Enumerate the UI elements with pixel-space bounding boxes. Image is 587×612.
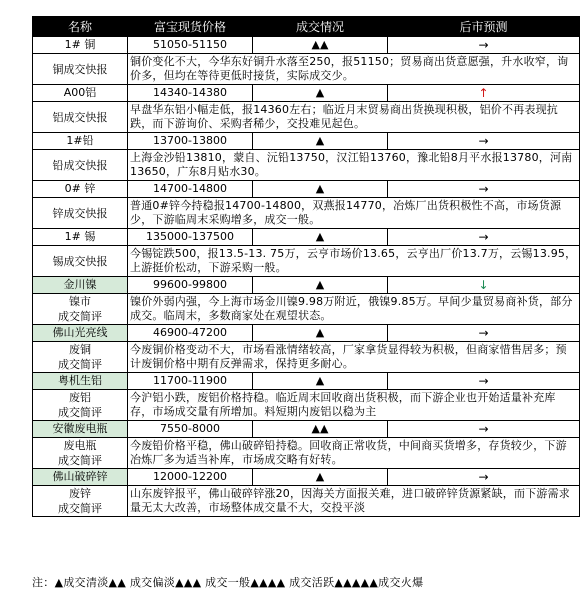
report-row	[33, 294, 580, 325]
metal-name: 安徽废电瓶	[33, 421, 128, 438]
deal-triangles: ▲	[253, 181, 388, 198]
report-row	[33, 198, 580, 229]
deal-triangles: ▲	[253, 277, 388, 294]
deal-triangles: ▲	[253, 229, 388, 246]
trend-arrow-icon: →	[388, 181, 580, 198]
report-row	[33, 246, 580, 277]
report-name: 废铜 成交简评	[33, 342, 128, 373]
trend-arrow-icon: ↑	[388, 85, 580, 102]
price-range: 14340-14380	[128, 85, 253, 102]
price-row	[33, 277, 580, 294]
price-range: 46900-47200	[128, 325, 253, 342]
price-row	[33, 421, 580, 438]
deal-triangles: ▲	[253, 373, 388, 390]
metal-name: 1# 锡	[33, 229, 128, 246]
trend-arrow-icon: →	[388, 421, 580, 438]
price-row	[33, 229, 580, 246]
price-range: 13700-13800	[128, 133, 253, 150]
price-table	[32, 16, 580, 517]
report-name: 废电瓶 成交简评	[33, 438, 128, 469]
metal-name: 粤机生铝	[33, 373, 128, 390]
report-text: 今废铅价格平稳，佛山破碎铅持稳。回收商正常收货，中间商买货增多，存货较少，下游冶炼厂多为适当补库，市场成交略有好转。	[128, 438, 580, 469]
price-row	[33, 133, 580, 150]
report-text: 山东废锌报平，佛山破碎锌涨20，因海关方面报关难，进口破碎锌货源紧缺，而下游需求量无太大改善，市场整体成交量不大，交投平淡	[128, 486, 580, 517]
report-row	[33, 150, 580, 181]
report-text: 普通0#锌今持稳报14700-14800，双燕报14770，冶炼厂出货积极性不高，市场货源少，下游临周末采购增多，成交一般。	[128, 198, 580, 229]
price-row	[33, 181, 580, 198]
report-text: 铜价变化不大，今华东好铜升水落至250，报51150；贸易商出货意愿强，升水收窄，询价多，但均在等待更低时接货，实际成交少。	[128, 54, 580, 85]
report-text: 上海金沙铅13810，蒙自、沅铅13750，汉江铅13760，豫北铅8月平水报13780，河南13650，广东8月贴水30。	[128, 150, 580, 181]
report-text: 镍价外弱内强，今上海市场金川镍9.98万附近，俄镍9.85万。早间少量贸易商补货，部分成交。临周末，多数商家处在观望状态。	[128, 294, 580, 325]
report-name: 铅成交快报	[33, 150, 128, 181]
report-name: 镍市 成交简评	[33, 294, 128, 325]
report-name: 铜成交快报	[33, 54, 128, 85]
report-row	[33, 390, 580, 421]
price-range: 7550-8000	[128, 421, 253, 438]
price-range: 14700-14800	[128, 181, 253, 198]
header-price: 富宝现货价格	[128, 17, 253, 37]
report-row	[33, 486, 580, 517]
report-name: 铝成交快报	[33, 102, 128, 133]
price-range: 99600-99800	[128, 277, 253, 294]
header-forecast: 后市预测	[388, 17, 580, 37]
metal-name: 佛山光亮线	[33, 325, 128, 342]
trend-arrow-icon: ↓	[388, 277, 580, 294]
deal-triangles: ▲▲	[253, 421, 388, 438]
metal-name: 1# 铜	[33, 37, 128, 54]
report-text: 今废铜价格变动不大，市场看涨情绪较高，厂家拿货显得较为积极，但商家惜售居多；预计废铜价格中期有反弹需求，保持更多耐心。	[128, 342, 580, 373]
trend-arrow-icon: →	[388, 373, 580, 390]
price-row	[33, 85, 580, 102]
trend-arrow-icon: →	[388, 37, 580, 54]
price-range: 12000-12200	[128, 469, 253, 486]
price-row	[33, 325, 580, 342]
legend-note: 注：▲成交清淡▲▲ 成交偏淡▲▲▲ 成交一般▲▲▲▲ 成交活跃▲▲▲▲▲成交火爆	[32, 576, 424, 589]
price-row	[33, 37, 580, 54]
report-text: 今沪铝小跌，废铝价格持稳。临近周末回收商出货积极，而下游企业也开始适量补充库存，市场成交量有所增加。料短期内废铝以稳为主	[128, 390, 580, 421]
report-name: 锡成交快报	[33, 246, 128, 277]
report-row	[33, 342, 580, 373]
trend-arrow-icon: →	[388, 133, 580, 150]
metal-name: 佛山破碎锌	[33, 469, 128, 486]
report-text: 今锡锭跌500，报13.5-13. 75万，云亨市场价13.65，云亨出厂价13.7万，云锡13.95，上游挺价松动，下游采购一般。	[128, 246, 580, 277]
trend-arrow-icon: →	[388, 469, 580, 486]
price-range: 51050-51150	[128, 37, 253, 54]
price-range: 11700-11900	[128, 373, 253, 390]
report-row	[33, 438, 580, 469]
metal-name: 金川镍	[33, 277, 128, 294]
trend-arrow-icon: →	[388, 229, 580, 246]
metal-name: A00铝	[33, 85, 128, 102]
trend-arrow-icon: →	[388, 325, 580, 342]
deal-triangles: ▲	[253, 469, 388, 486]
deal-triangles: ▲	[253, 133, 388, 150]
deal-triangles: ▲▲	[253, 37, 388, 54]
report-text: 早盘华东铝小幅走低，报14360左右；临近月末贸易商出货换现积极，铝价不再表现抗跌，而下游询价、采购者稀少，交投难见起色。	[128, 102, 580, 133]
report-name: 废铝 成交简评	[33, 390, 128, 421]
table-header	[33, 17, 580, 37]
price-table-body	[33, 17, 580, 517]
price-row	[33, 373, 580, 390]
report-name: 废锌 成交简评	[33, 486, 128, 517]
metal-name: 1#铅	[33, 133, 128, 150]
metal-name: 0# 锌	[33, 181, 128, 198]
report-name: 锌成交快报	[33, 198, 128, 229]
header-deal: 成交情况	[253, 17, 388, 37]
report-row	[33, 54, 580, 85]
report-row	[33, 102, 580, 133]
deal-triangles: ▲	[253, 85, 388, 102]
deal-triangles: ▲	[253, 325, 388, 342]
price-row	[33, 469, 580, 486]
header-name: 名称	[33, 17, 128, 37]
price-range: 135000-137500	[128, 229, 253, 246]
